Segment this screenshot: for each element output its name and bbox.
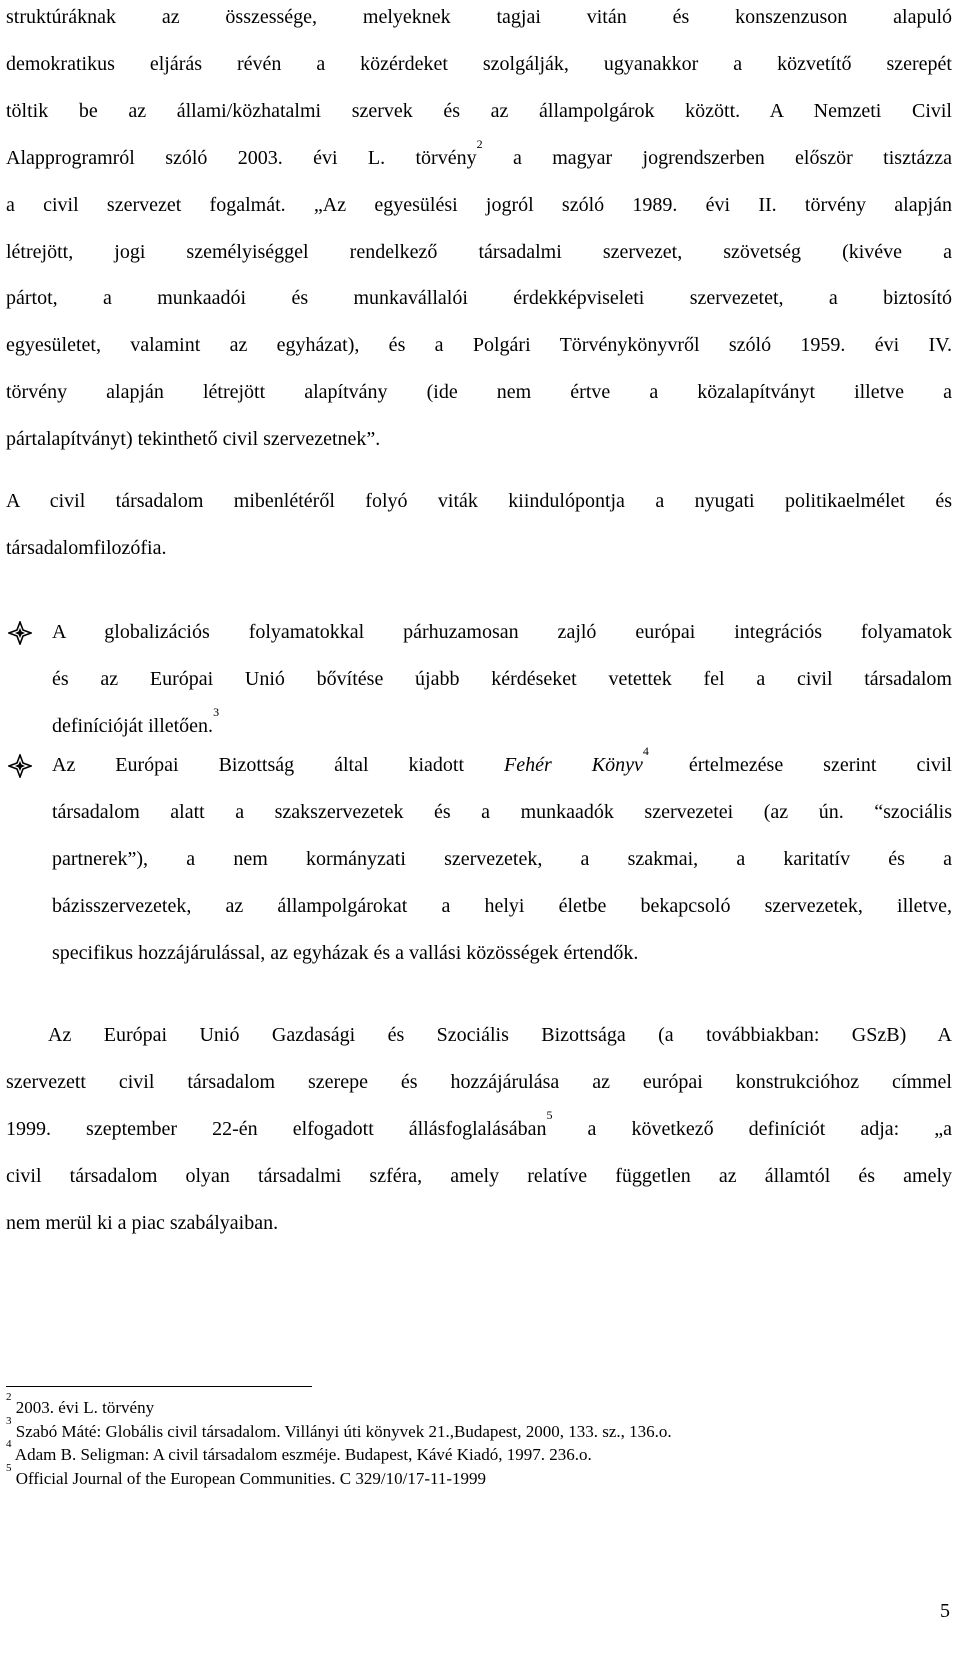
text-fragment: definícióját illetően. <box>52 714 214 737</box>
footnote-text: Official Journal of the European Communities. C 329/10/17-11-1999 <box>11 1468 487 1488</box>
text-line: demokratikus eljárás révén a közérdeket szolgálják, ugyanakkor a közvetítő szerepét <box>6 52 952 75</box>
footnote-ref: 4 <box>642 744 649 759</box>
text-line: bázisszervezetek, az állampolgárokat a helyi életbe bekapcsoló szervezetek, illetve, <box>52 894 952 917</box>
text-line: társadalom alatt a szakszervezetek és a munkaadók szervezetei (az ún. “szociális <box>52 800 952 823</box>
text-line: és az Európai Unió bővítése újabb kérdéseket vetettek fel a civil társadalom <box>52 667 952 690</box>
text-line: egyesületet, valamint az egyházat), és a Polgári Törvénykönyvről szóló 1959. évi IV. <box>6 334 952 357</box>
text-line: specifikus hozzájárulással, az egyházak és a vallási közösségek értendők. <box>52 941 639 964</box>
footnote-text: 2003. évi L. törvény <box>11 1398 155 1417</box>
footnotes <box>6 1391 952 1490</box>
text-line <box>6 1106 952 1153</box>
footnote-number: 5 <box>6 1461 12 1474</box>
text-fragment: értelmezése szerint civil <box>648 754 952 776</box>
footnote-ref: 2 <box>476 137 483 152</box>
footnote-text: Szabó Máté: Globális civil társadalom. Villányi úti könyvek 21.,Budapest, 2000, 133. sz., 136.o. <box>11 1421 672 1441</box>
text-fragment: Alapprogramról szóló 2003. évi L. törvény <box>6 146 477 169</box>
text-line: szervezett civil társadalom szerepe és hozzájárulása az európai konstrukcióhoz címmel <box>6 1070 952 1093</box>
text-line: törvény alapján létrejött alapítvány (ide nem értve a közalapítványt illetve a <box>6 381 952 404</box>
diamond-bullet-icon <box>8 754 32 778</box>
paragraph-western-theory <box>6 478 952 572</box>
bullet-text <box>52 742 952 977</box>
footnote-ref: 3 <box>213 705 220 720</box>
footnote-number: 2 <box>6 1391 12 1404</box>
footnote-ref: 5 <box>546 1108 553 1123</box>
text-fragment: 1999. szeptember 22-én elfogadott állásfoglalásában <box>6 1117 547 1140</box>
text-fragment: a következő definíciót adja: „a <box>552 1117 953 1140</box>
text-line: társadalomfilozófia. <box>6 536 167 559</box>
footnote-item <box>6 1461 952 1491</box>
text-line: töltik be az állami/közhatalmi szervek és az állampolgárok között. A Nemzeti Civil <box>6 99 952 122</box>
footnote-divider <box>6 1386 312 1387</box>
text-line: Az Európai Unió Gazdasági és Szociális Bizottsága (a továbbiakban: GSzB) A <box>48 1024 952 1046</box>
footnote-number: 3 <box>6 1414 12 1427</box>
footnote-text: Adam B. Seligman: A civil társadalom eszméje. Budapest, Kávé Kiadó, 1997. 236.o. <box>11 1445 592 1464</box>
text-line: civil társadalom olyan társadalmi szféra, amely relatíve független az államtól és amely <box>6 1164 952 1187</box>
text-line: pártalapítványt) tekinthető civil szervezetnek”. <box>6 428 381 451</box>
text-line <box>52 742 952 789</box>
text-fragment: Az Európai Bizottság által kiadott <box>52 754 505 776</box>
text-line: A globalizációs folyamatokkal párhuzamosan zajló európai integrációs folyamatok <box>52 621 952 643</box>
text-line: struktúráknak az összessége, melyeknek tagjai vitán és konszenzuson alapuló <box>6 6 952 28</box>
footnote-item <box>6 1391 952 1420</box>
text-line: A civil társadalom mibenlétéről folyó viták kiindulópontja a nyugati politikaelmélet és <box>6 490 952 512</box>
bullet-text <box>52 609 952 750</box>
footnote-item <box>6 1438 952 1467</box>
text-line <box>6 135 952 182</box>
page-number: 5 <box>940 1600 950 1622</box>
text-line: pártot, a munkaadói és munkavállalói érdekképviseleti szervezetet, a biztosító <box>6 287 952 310</box>
footnote-item <box>6 1414 952 1444</box>
text-line: létrejött, jogi személyiséggel rendelkező társadalmi szervezet, szövetség (kivéve a <box>6 240 952 263</box>
book-title: Fehér Könyv <box>504 754 643 776</box>
footnote-number: 4 <box>6 1438 12 1451</box>
text-line: partnerek”), a nem kormányzati szervezetek, a szakmai, a karitatív és a <box>52 847 952 870</box>
paragraph-gszb <box>6 1012 952 1247</box>
paragraph-civil-definition <box>6 0 952 463</box>
diamond-bullet-icon <box>8 621 32 645</box>
text-line: nem merül ki a piac szabályaiban. <box>6 1211 279 1234</box>
text-fragment: a magyar jogrendszerben először tisztázza <box>482 146 953 169</box>
text-line: a civil szervezet fogalmát. „Az egyesülési jogról szóló 1989. évi II. törvény alapján <box>6 193 952 216</box>
